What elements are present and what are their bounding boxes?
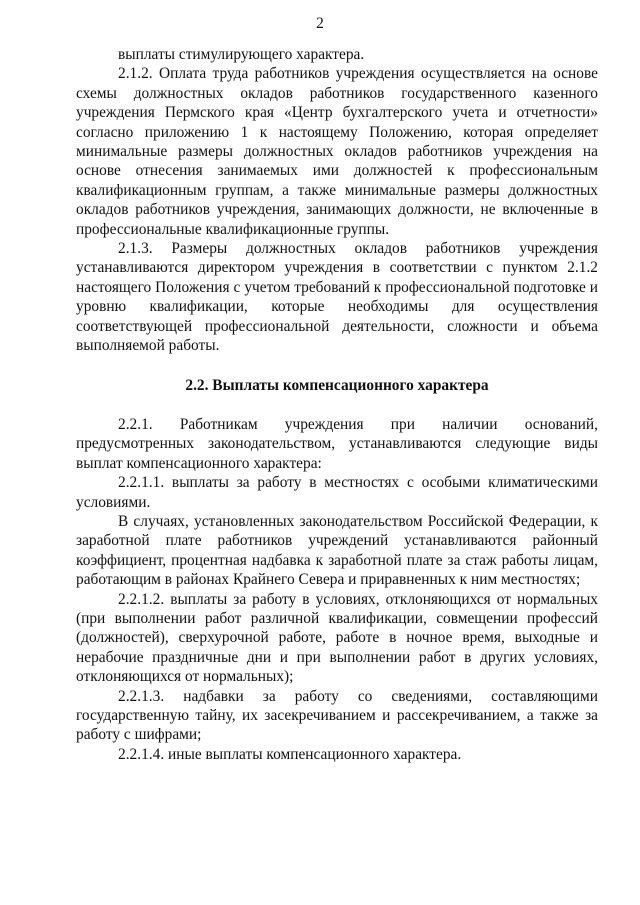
- paragraph: 2.2.1.4. иные выплаты компенсационного характера.: [118, 745, 462, 763]
- paragraph: выплаты стимулирующего характера.: [118, 46, 365, 63]
- section-heading: 2.2. Выплаты компенсационного характера: [185, 376, 489, 394]
- paragraph: 2.2.1.1. выплаты за работу в местностях с особыми климатическими условиями.: [76, 474, 598, 511]
- paragraph: 2.2.1. Работникам учреждения при наличии оснований, предусмотренных законодательством, устанавливаются следующие виды выплат компенсационного характера:: [76, 415, 598, 472]
- paragraph: 2.1.3. Размеры должностных окладов работников учреждения устанавливаются директором учреждения в соответствии с пунктом 2.1.2 настоящего Положения с учетом требований к профессиональной подготовке и уровню квалификации, которые необходимы для осуществления соответствующей профессиональной деятельности, сложности и объема выполняемой работы.: [76, 240, 598, 355]
- page-number: 2: [316, 15, 324, 32]
- paragraph: 2.1.2. Оплата труда работников учреждения осуществляется на основе схемы должностных окладов работников государственного казенного учреждения Пермского края «Центр бухгалтерского учета и отчетности» согласно приложению 1 к настоящему Положению, которая определяет минимальные размеры должностных окладов работников учреждения на основе отнесения занимаемых ими должностей к профессиональным квалификационным группам, а также минимальные размеры должностных окладов работников учреждения, занимающих должности, не включенные в профессиональные квалификационные группы.: [76, 65, 598, 238]
- paragraph: В случаях, установленных законодательством Российской Федерации, к заработной плате работников учреждений устанавливаются районный коэффициент, процентная надбавка к заработной плате за стаж работы лицам, работающим в районах Крайнего Севера и приравненных к ним местностях;: [76, 512, 598, 589]
- paragraph: 2.2.1.3. надбавки за работу со сведениями, составляющими государственную тайну, их засекречиванием и рассекречиванием, а также за работу с шифрами;: [76, 687, 598, 744]
- paragraph: 2.2.1.2. выплаты за работу в условиях, отклоняющихся от нормальных (при выполнении работ различной квалификации, совмещении профессий (должностей), сверхурочной работе, работе в ночное время, выходные и нерабочие праздничные дни и при выполнении работ в других условиях, отклоняющихся от нормальных);: [76, 590, 598, 686]
- document-body: [76, 45, 598, 764]
